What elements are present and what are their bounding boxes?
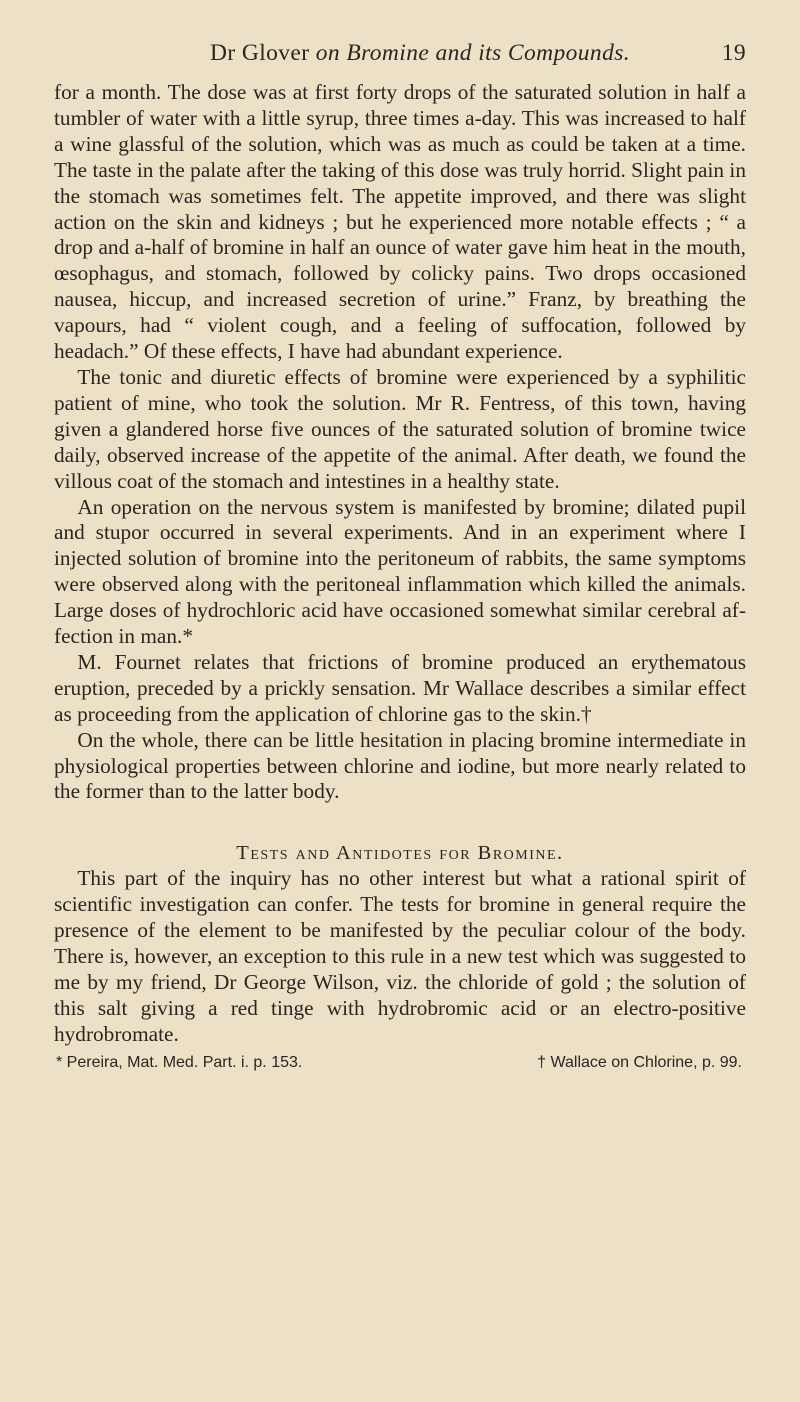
paragraph-conclusion: On the whole, there can be little hesitation in placing bromine intermediate in physiological properties between chlorine and iodine, but more nearly related to the former than to the latter body.: [54, 727, 746, 804]
section-heading: Tests and Antidotes for Bromine.: [236, 842, 564, 865]
paragraph-nervous-system: An operation on the nervous system is manifested by bromine; dilated pupil and stupor occurred in several experiments. And in an experiment where I injected solution of bromine into the peritoneum of rabbits, the same symptoms were observed along with the peritoneal inflammation which killed the animals. Large doses of hydrochloric acid have occasioned somewhat similar cerebral affection in man.*: [54, 494, 746, 649]
paragraph-fournet: M. Fournet relates that frictions of bromine produced an erythematous eruption, preceded by a prickly sensation. Mr Wallace describes a similar effect as proceeding from the application of chlorine gas to the skin.†: [54, 649, 746, 726]
running-head: [54, 40, 746, 80]
running-head-author: Dr Glover: [209, 40, 310, 66]
running-head-italic-title: on Bromine and its Compounds.: [315, 40, 631, 66]
page-number: 19: [721, 40, 746, 66]
footnote-wallace: † Wallace on Chlorine, p. 99.: [537, 1053, 742, 1071]
paragraph-continuation: for a month. The dose was at first forty drops of the saturated solution in half a tumbler of water with a little syrup, three times a-day. This was increased to half a wine glassful of the solution, which was as much as could be taken at a time. The taste in the palate after the taking of this dose was truly horrid. Slight pain in the stomach was sometimes felt. The appetite improved, and there was slight action on the skin and kidneys ; but he experienced more notable effects ; “ a drop and a-half of bromine in half an ounce of water gave him heat in the mouth, œsophagus, and stomach, followed by colicky pains. Two drops occasioned nausea, hiccup, and increased secretion of urine.” Franz, by breathing the vapours, had “ violent cough, and a feeling of suffocation, followed by headach.” Of these effects, I have had abundant experience.: [54, 80, 746, 364]
running-head-title: [210, 40, 630, 66]
paragraph-tests: This part of the inquiry has no other interest but what a rational spirit of scientific investigation can confer. The tests for bromine in general require the presence of the element to be manifested by the peculiar colour of the body. There is, however, an exception to this rule in a new test which was suggested to me by my friend, Dr George Wilson, viz. the chloride of gold ; the solution of this salt giving a red tinge with hydrobromic acid or an electro-positive hydrobromate.: [54, 866, 746, 1046]
footnote-pereira: * Pereira, Mat. Med. Part. i. p. 153.: [56, 1053, 303, 1071]
body-text: [54, 80, 746, 1048]
paragraph-tonic-effects: The tonic and diuretic effects of bromine were experienced by a syphilitic patient of mine, who took the solution. Mr R. Fentress, of this town, having given a glandered horse five ounces of the saturated solution of bromine twice daily, observed increase of the appetite of the animal. After death, we found the villous coat of the stomach and intestines in a healthy state.: [54, 364, 746, 493]
footnotes: [54, 1052, 746, 1074]
